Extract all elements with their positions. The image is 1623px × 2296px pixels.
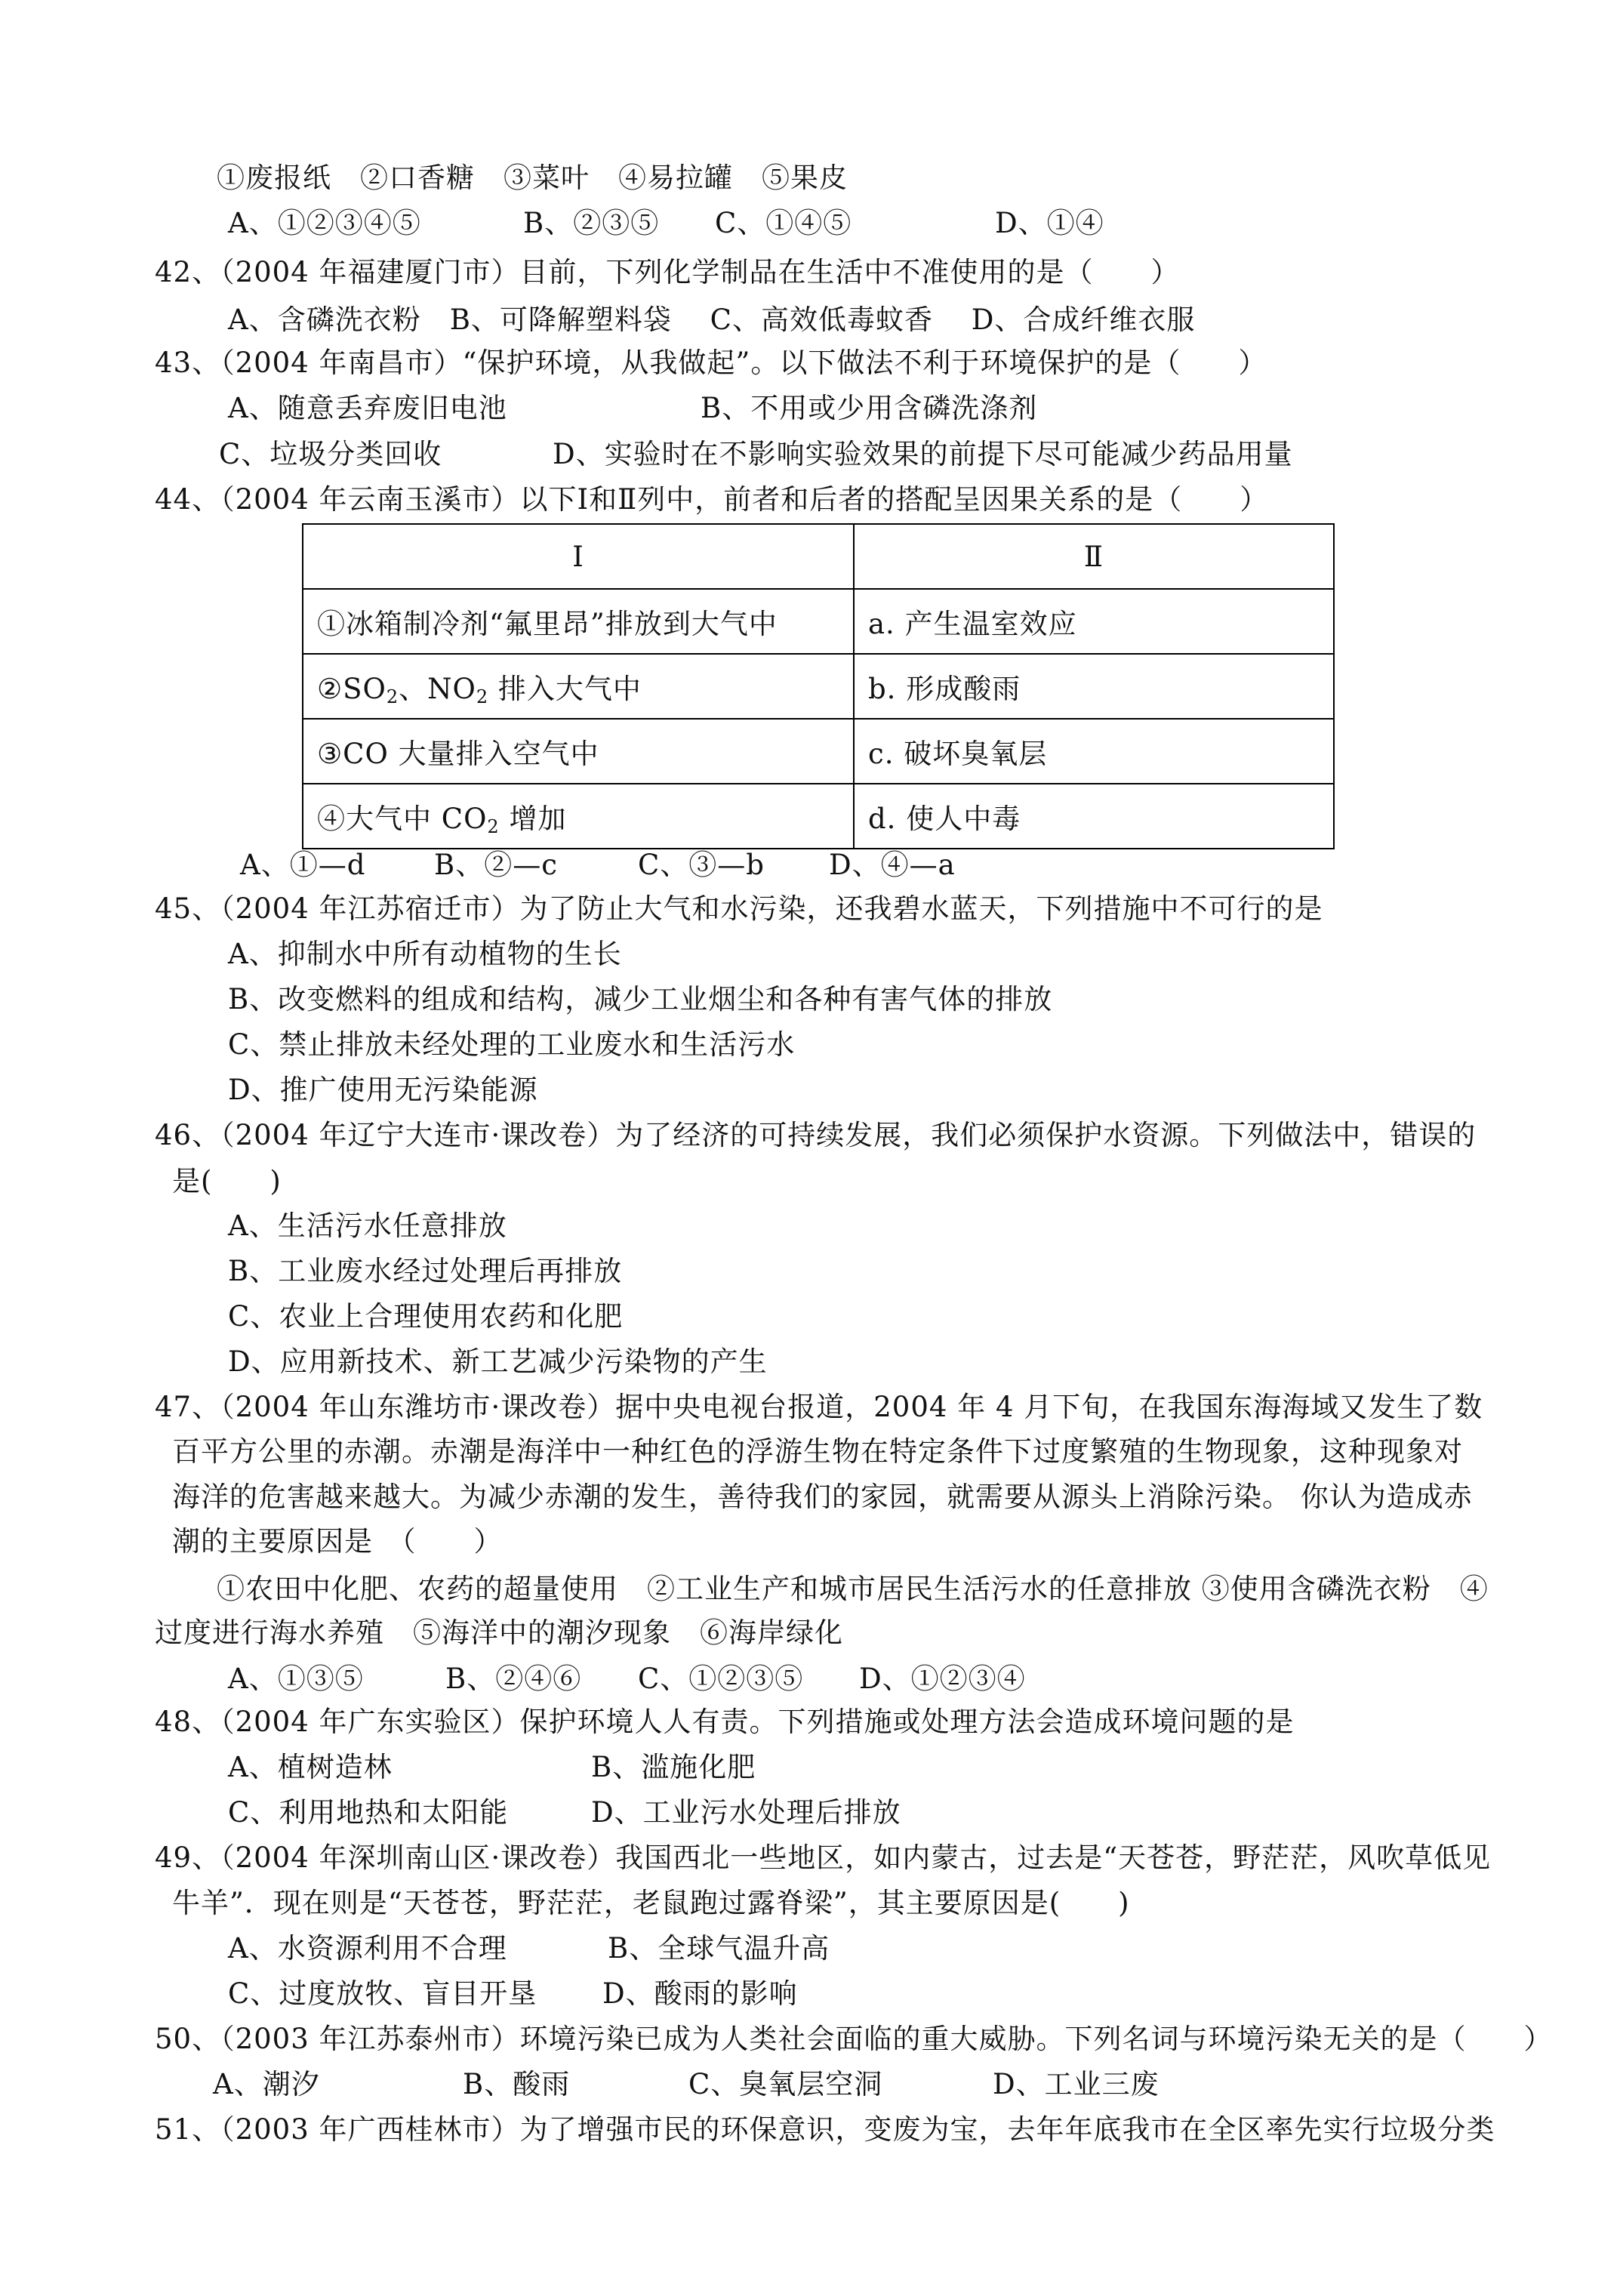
q51-stem: 51、（2003 年广西桂林市）为了增强市民的环保意识，变废为宝，去年年底我市在全区率先实行垃圾分类 — [155, 2113, 1495, 2146]
table-row — [303, 719, 1334, 784]
q44-option-b: B、②—c — [434, 849, 558, 881]
table-row — [303, 784, 1334, 849]
q45-option-b: B、改变燃料的组成和结构，减少工业烟尘和各种有害气体的排放 — [228, 983, 1053, 1015]
q46-stem-line2: 是( ) — [172, 1165, 282, 1197]
q45-stem: 45、（2004 年江苏宿迁市）为了防止大气和水污染，还我碧水蓝天，下列措施中不可行的是 — [155, 892, 1323, 925]
q46-stem-line1: 46、（2004 年辽宁大连市·课改卷）为了经济的可持续发展，我们必须保护水资源。下列做法中，错误的 — [155, 1119, 1477, 1151]
table-header-1: Ⅰ — [303, 524, 854, 589]
q47-stem-line2: 百平方公里的赤潮。赤潮是海洋中一种红色的浮游生物在特定条件下过度繁殖的生物现象，这种现象对 — [172, 1435, 1463, 1468]
q48-option-d: D、工业污水处理后排放 — [591, 1796, 901, 1829]
q47-option-a: A、①③⑤ — [228, 1663, 364, 1695]
table-header-2: Ⅱ — [854, 524, 1334, 589]
q47-option-d: D、①②③④ — [859, 1663, 1026, 1695]
q49-option-d: D、酸雨的影响 — [602, 1977, 798, 2010]
table-cell: $②SO_2$、$NO_2$ 排入大气中 — [303, 654, 854, 719]
q44-stem: 44、（2004 年云南玉溪市）以下Ⅰ和Ⅱ列中，前者和后者的搭配呈因果关系的是（ ） — [155, 483, 1269, 516]
q50-option-d: D、工业三废 — [993, 2068, 1160, 2100]
q44-table — [302, 523, 1335, 849]
table-cell: a. 产生温室效应 — [854, 589, 1334, 654]
q46-option-c: C、农业上合理使用农药和化肥 — [228, 1300, 624, 1333]
q49-option-a: A、水资源利用不合理 — [228, 1932, 507, 1965]
q49-option-b: B、全球气温升高 — [608, 1932, 830, 1965]
table-row — [303, 589, 1334, 654]
prev-items: ①废报纸 ②口香糖 ③菜叶 ④易拉罐 ⑤果皮 — [217, 162, 848, 194]
q47-option-c: C、①②③⑤ — [638, 1663, 804, 1695]
q49-stem-line2: 牛羊”．现在则是“天苍苍，野茫茫，老鼠跑过露脊梁”，其主要原因是( ) — [172, 1887, 1130, 1919]
table-cell: d. 使人中毒 — [854, 784, 1334, 849]
q42-stem: 42、（2004 年福建厦门市）目前，下列化学制品在生活中不准使用的是（ ） — [155, 256, 1180, 288]
q43-option-b: B、不用或少用含磷洗涤剂 — [701, 392, 1038, 424]
prev-option-a: A、①②③④⑤ — [228, 207, 421, 239]
table-cell: ①冰箱制冷剂“氟里昂”排放到大气中 — [303, 589, 854, 654]
q47-stem-line3: 海洋的危害越来越大。为减少赤潮的发生，善待我们的家园，就需要从源头上消除污染。 你认为造成赤 — [172, 1481, 1473, 1513]
q47-stem-line4: 潮的主要原因是 （ ） — [172, 1525, 503, 1558]
q46-option-a: A、生活污水任意排放 — [228, 1210, 507, 1242]
q44-option-a: A、①—d — [240, 849, 366, 881]
q50-option-b: B、酸雨 — [463, 2068, 571, 2100]
q47-stem-line1: 47、（2004 年山东潍坊市·课改卷）据中央电视台报道，2004 年 4 月下旬，在我国东海海域又发生了数 — [155, 1391, 1483, 1423]
q50-stem: 50、（2003 年江苏泰州市）环境污染已成为人类社会面临的重大威胁。下列名词与环境污染无关的是（ ） — [155, 2023, 1553, 2055]
q45-option-d: D、推广使用无污染能源 — [228, 1074, 538, 1106]
prev-option-b: B、②③⑤ — [523, 207, 660, 239]
q43-option-d: D、实验时在不影响实验效果的前提下尽可能减少药品用量 — [553, 438, 1293, 470]
q44-option-c: C、③—b — [638, 849, 765, 881]
q48-option-a: A、植树造林 — [228, 1751, 393, 1783]
q49-option-c: C、过度放牧、盲目开垦 — [228, 1977, 537, 2010]
q44-option-d: D、④—a — [829, 849, 956, 881]
q50-option-a: A、潮汐 — [213, 2068, 320, 2100]
q43-option-a: A、随意丢弃废旧电池 — [228, 392, 507, 424]
table-cell: c. 破坏臭氧层 — [854, 719, 1334, 784]
prev-option-c: C、①④⑤ — [715, 207, 852, 239]
q48-stem: 48、（2004 年广东实验区）保护环境人人有责。下列措施或处理方法会造成环境问题的是 — [155, 1706, 1295, 1738]
table-cell: ④大气中 $CO_2$ 增加 — [303, 784, 854, 849]
q50-option-c: C、臭氧层空洞 — [688, 2068, 883, 2100]
q46-option-d: D、应用新技术、新工艺减少污染物的产生 — [228, 1345, 768, 1378]
q45-option-a: A、抑制水中所有动植物的生长 — [228, 938, 622, 970]
q42-options: A、含磷洗衣粉 B、可降解塑料袋 C、高效低毒蚊香 D、合成纤维衣服 — [228, 304, 1196, 336]
table-row — [303, 654, 1334, 719]
table-cell: ③CO 大量排入空气中 — [303, 719, 854, 784]
q48-option-b: B、滥施化肥 — [591, 1751, 756, 1783]
q48-option-c: C、利用地热和太阳能 — [228, 1796, 509, 1829]
q49-stem-line1: 49、（2004 年深圳南山区·课改卷）我国西北一些地区，如内蒙古，过去是“天苍苍，野茫茫，风吹草低见 — [155, 1841, 1492, 1874]
prev-option-d: D、①④ — [995, 207, 1104, 239]
q43-option-c: C、垃圾分类回收 — [219, 438, 442, 470]
q47-items-line2: 过度进行海水养殖 ⑤海洋中的潮汐现象 ⑥海岸绿化 — [155, 1616, 843, 1649]
table-cell: b. 形成酸雨 — [854, 654, 1334, 719]
q46-option-b: B、工业废水经过处理后再排放 — [228, 1255, 623, 1287]
q45-option-c: C、禁止排放未经处理的工业废水和生活污水 — [228, 1028, 796, 1061]
table-row — [303, 524, 1334, 589]
q47-items-line1: ①农田中化肥、农药的超量使用 ②工业生产和城市居民生活污水的任意排放 ③使用含磷洗衣粉 ④ — [217, 1573, 1489, 1605]
q43-stem: 43、（2004 年南昌市）“保护环境，从我做起”。以下做法不利于环境保护的是（ ） — [155, 347, 1267, 379]
q47-option-b: B、②④⑥ — [445, 1663, 582, 1695]
